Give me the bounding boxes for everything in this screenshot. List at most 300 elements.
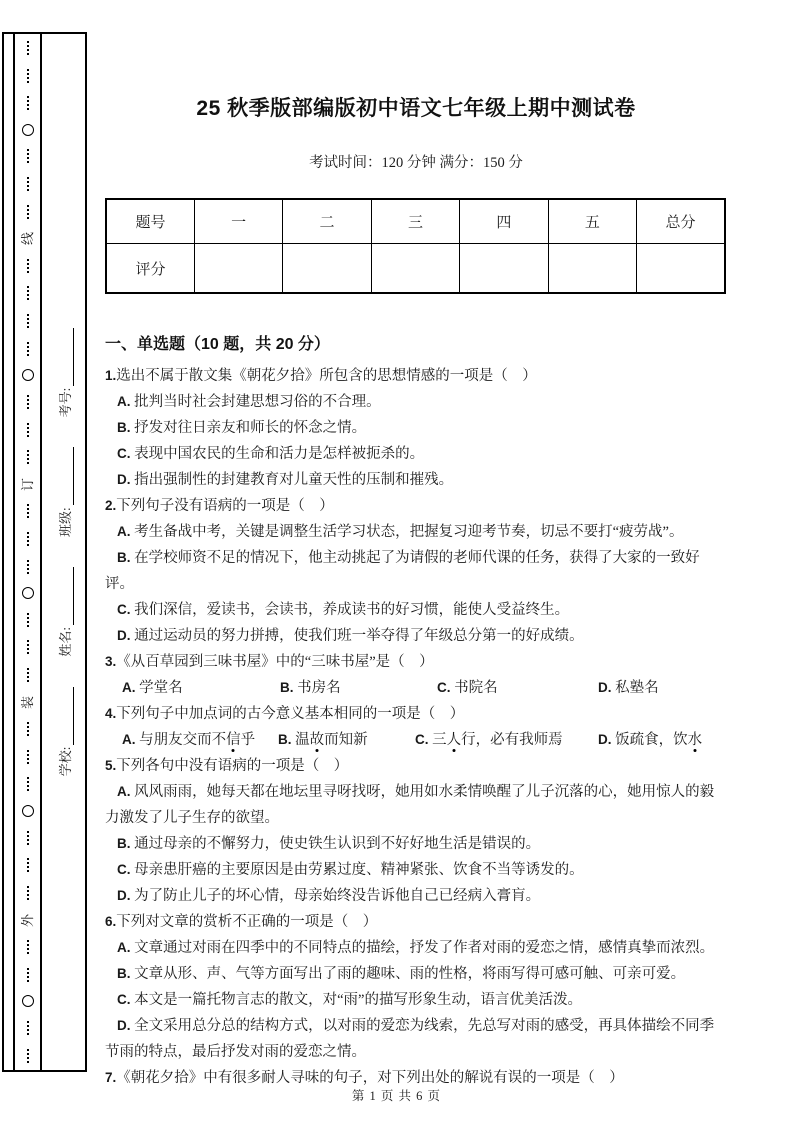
question-options bbox=[105, 389, 727, 493]
binding-circle-icon bbox=[22, 369, 34, 381]
binding-dot bbox=[27, 314, 29, 316]
binding-dot bbox=[27, 96, 29, 98]
option bbox=[122, 727, 278, 753]
option bbox=[105, 883, 727, 909]
student-info-fields bbox=[42, 35, 87, 1069]
question-options bbox=[105, 779, 727, 909]
binding-dots bbox=[27, 41, 29, 55]
binding-dot bbox=[27, 839, 29, 841]
score-table-header-cell: 二 bbox=[283, 199, 371, 244]
binding-dot bbox=[27, 454, 29, 456]
option-text: 学堂名 bbox=[139, 680, 183, 696]
binding-dot bbox=[27, 762, 29, 764]
option bbox=[105, 1013, 727, 1065]
question-stem bbox=[105, 701, 727, 727]
binding-dots bbox=[27, 777, 29, 791]
option-label: C. bbox=[117, 602, 131, 617]
binding-dot bbox=[27, 734, 29, 736]
binding-dot bbox=[27, 781, 29, 783]
option-label: C. bbox=[437, 680, 451, 695]
option bbox=[122, 675, 280, 701]
option-text: 表现中国农民的生命和活力是怎样被扼杀的。 bbox=[134, 446, 425, 462]
binding-dot bbox=[27, 1025, 29, 1027]
binding-dot bbox=[27, 886, 29, 888]
binding-dot bbox=[27, 730, 29, 732]
option-label: B. bbox=[280, 680, 294, 695]
binding-dot bbox=[27, 536, 29, 538]
question-options bbox=[105, 519, 727, 649]
binding-dot bbox=[27, 427, 29, 429]
binding-dot bbox=[27, 149, 29, 151]
question-stem-text: 《朝花夕拾》中有很多耐人寻味的句子，对下列出处的解说有误的一项是（ ） bbox=[116, 1070, 624, 1086]
binding-dot bbox=[27, 726, 29, 728]
binding-dot bbox=[27, 617, 29, 619]
binding-dots bbox=[27, 177, 29, 191]
binding-dot bbox=[27, 346, 29, 348]
option bbox=[105, 831, 727, 857]
binding-dot bbox=[27, 81, 29, 83]
binding-dot bbox=[27, 894, 29, 896]
option-text: 文章从形、声、气等方面写出了雨的趣味、雨的性格，将雨写得可感可触、可亲可爱。 bbox=[134, 966, 686, 982]
question-stem bbox=[105, 753, 727, 779]
binding-dot bbox=[27, 350, 29, 352]
option-label: C. bbox=[117, 446, 131, 461]
option bbox=[105, 389, 727, 415]
question-stem bbox=[105, 649, 727, 675]
binding-dot bbox=[27, 564, 29, 566]
binding-dot bbox=[27, 754, 29, 756]
binding-dot bbox=[27, 217, 29, 219]
binding-char: 订 bbox=[19, 477, 35, 491]
binding-dot bbox=[27, 298, 29, 300]
option-text: 书房名 bbox=[297, 680, 341, 696]
binding-dot bbox=[27, 1029, 29, 1031]
option-label: D. bbox=[598, 680, 612, 695]
binding-dots bbox=[27, 722, 29, 736]
option bbox=[598, 675, 727, 701]
binding-dot bbox=[27, 354, 29, 356]
question-stem-text: 选出不属于散文集《朝花夕拾》所包含的思想情感的一项是（ ） bbox=[116, 368, 537, 384]
emphasis-dot-char: 人 bbox=[446, 732, 462, 748]
binding-dot bbox=[27, 652, 29, 654]
binding-dots bbox=[27, 96, 29, 110]
page-title: 25 秋季版部编版初中语文七年级上期中测试卷 bbox=[196, 97, 636, 120]
binding-dot bbox=[27, 41, 29, 43]
question bbox=[105, 493, 727, 649]
score-table-header-cell: 三 bbox=[371, 199, 459, 244]
binding-dot bbox=[27, 1057, 29, 1059]
binding-dot bbox=[27, 948, 29, 950]
question-stem-text: 下列各句中没有语病的一项是（ ） bbox=[116, 758, 349, 774]
option-label: B. bbox=[117, 420, 131, 435]
option bbox=[105, 597, 727, 623]
binding-dot bbox=[27, 108, 29, 110]
binding-dot bbox=[27, 516, 29, 518]
binding-dot bbox=[27, 53, 29, 55]
binding-dot bbox=[27, 181, 29, 183]
binding-dot bbox=[27, 625, 29, 627]
option-label: A. bbox=[117, 784, 131, 799]
binding-dots bbox=[27, 668, 29, 682]
option-label: D. bbox=[117, 472, 131, 487]
student-field-blank bbox=[58, 687, 74, 745]
option bbox=[105, 441, 727, 467]
option-label: B. bbox=[117, 966, 131, 981]
option bbox=[105, 519, 727, 545]
binding-dot bbox=[27, 568, 29, 570]
option bbox=[415, 727, 598, 753]
binding-dot bbox=[27, 785, 29, 787]
option-text: 在学校师资不足的情况下，他主动挑起了为请假的老师代课的任务，获得了大家的一致好评。 bbox=[105, 550, 700, 592]
binding-dots bbox=[27, 450, 29, 464]
score-table-header-cell: 题号 bbox=[106, 199, 194, 244]
question bbox=[105, 649, 727, 701]
binding-char: 线 bbox=[19, 232, 35, 246]
option bbox=[105, 961, 727, 987]
binding-dot bbox=[27, 862, 29, 864]
option-label: B. bbox=[278, 732, 292, 747]
option-label: D. bbox=[117, 888, 131, 903]
option-text: 抒发对往日亲友和师长的怀念之情。 bbox=[134, 420, 367, 436]
score-cell-empty bbox=[548, 244, 636, 294]
option-text: 与朋友交而不信乎 bbox=[139, 732, 256, 748]
binding-dot bbox=[27, 976, 29, 978]
binding-dot bbox=[27, 540, 29, 542]
option-text: 考生备战中考，关键是调整生活学习状态，把握复习迎考节奏，切忌不要打“疲劳战”。 bbox=[134, 524, 684, 540]
binding-dot bbox=[27, 157, 29, 159]
binding-dot bbox=[27, 648, 29, 650]
binding-circle-icon bbox=[22, 587, 34, 599]
question-stem bbox=[105, 363, 727, 389]
binding-dot bbox=[27, 544, 29, 546]
option-text: 通过运动员的努力拼搏，使我们班一举夺得了年级总分第一的好成绩。 bbox=[134, 628, 584, 644]
binding-circle-icon bbox=[22, 995, 34, 1007]
binding-dot bbox=[27, 613, 29, 615]
question-stem-text: 下列句子没有语病的一项是（ ） bbox=[116, 498, 334, 514]
binding-dot bbox=[27, 750, 29, 752]
option-text: 温故而知新 bbox=[295, 732, 368, 748]
option-label: C. bbox=[117, 862, 131, 877]
option-label: B. bbox=[117, 550, 131, 565]
score-cell-empty bbox=[283, 244, 371, 294]
option-label: C. bbox=[117, 992, 131, 1007]
page-footer: 第 1 页 共 6 页 bbox=[351, 1089, 442, 1103]
score-table bbox=[105, 198, 726, 294]
option-text: 为了防止儿子的坏心情，母亲始终没告诉他自己已经病入膏肓。 bbox=[134, 888, 541, 904]
option bbox=[105, 623, 727, 649]
score-table-header-cell: 五 bbox=[548, 199, 636, 244]
binding-dot bbox=[27, 1061, 29, 1063]
question-number: 1. bbox=[105, 368, 117, 383]
binding-dots bbox=[27, 640, 29, 654]
student-field bbox=[55, 328, 74, 418]
binding-dot bbox=[27, 866, 29, 868]
binding-dots bbox=[27, 69, 29, 83]
binding-dot bbox=[27, 676, 29, 678]
binding-dot bbox=[27, 271, 29, 273]
binding-dots bbox=[27, 613, 29, 627]
option-label: D. bbox=[598, 732, 612, 747]
binding-dot bbox=[27, 177, 29, 179]
binding-dots bbox=[27, 205, 29, 219]
binding-dots bbox=[27, 532, 29, 546]
binding-dots bbox=[27, 314, 29, 328]
option-text: 本文是一篇托物言志的散文，对“雨”的描写形象生动，语言优美活泼。 bbox=[134, 992, 582, 1008]
binding-dot bbox=[27, 403, 29, 405]
binding-dots bbox=[27, 560, 29, 574]
question-stem-text: 下列句子中加点词的古今意义基本相同的一项是（ ） bbox=[116, 706, 465, 722]
binding-dot bbox=[27, 407, 29, 409]
question bbox=[105, 753, 727, 909]
binding-margin-box bbox=[2, 32, 87, 1072]
binding-dot bbox=[27, 77, 29, 79]
binding-dot bbox=[27, 843, 29, 845]
emphasis-dot-char: 故 bbox=[309, 732, 325, 748]
student-field-blank bbox=[58, 328, 74, 386]
binding-dots bbox=[27, 259, 29, 273]
question bbox=[105, 363, 727, 493]
option-text: 通过母亲的不懈努力，使史铁生认识到不好好地生活是错误的。 bbox=[134, 836, 541, 852]
student-field-label: 学校: bbox=[58, 746, 73, 777]
binding-dots bbox=[27, 831, 29, 845]
binding-dot bbox=[27, 450, 29, 452]
binding-dot bbox=[27, 789, 29, 791]
binding-char: 外 bbox=[19, 913, 35, 927]
question-stem bbox=[105, 909, 727, 935]
binding-dot bbox=[27, 504, 29, 506]
option-label: D. bbox=[117, 1018, 131, 1033]
option-text: 我们深信，爱读书，会读书，养成读书的好习惯，能使人受益终生。 bbox=[134, 602, 570, 618]
binding-dot bbox=[27, 45, 29, 47]
binding-dot bbox=[27, 1053, 29, 1055]
option-label: A. bbox=[122, 732, 136, 747]
binding-dot bbox=[27, 722, 29, 724]
binding-dots bbox=[27, 968, 29, 982]
binding-dot bbox=[27, 213, 29, 215]
binding-dot bbox=[27, 259, 29, 261]
option-text: 批判当时社会封建思想习俗的不合理。 bbox=[134, 394, 381, 410]
binding-dot bbox=[27, 1021, 29, 1023]
binding-dot bbox=[27, 508, 29, 510]
option bbox=[105, 987, 727, 1013]
binding-dot bbox=[27, 621, 29, 623]
binding-dot bbox=[27, 668, 29, 670]
student-field-label: 姓名: bbox=[58, 627, 73, 657]
question bbox=[105, 909, 727, 1065]
question-number: 3. bbox=[105, 654, 117, 669]
option-text: 文章通过对雨在四季中的不同特点的描绘，抒发了作者对雨的爱恋之情，感情真挚而浓烈。 bbox=[134, 940, 715, 956]
binding-strip bbox=[15, 41, 40, 1063]
binding-dot bbox=[27, 73, 29, 75]
question-options bbox=[105, 727, 727, 753]
binding-dot bbox=[27, 69, 29, 71]
option bbox=[598, 727, 727, 753]
exam-info: 考试时间：120 分钟 满分：150 分 bbox=[309, 155, 523, 171]
binding-dot bbox=[27, 512, 29, 514]
option bbox=[105, 467, 727, 493]
binding-dots bbox=[27, 858, 29, 872]
binding-dot bbox=[27, 267, 29, 269]
binding-dot bbox=[27, 831, 29, 833]
binding-dot bbox=[27, 898, 29, 900]
binding-dot bbox=[27, 161, 29, 163]
binding-dot bbox=[27, 49, 29, 51]
score-table-header-row bbox=[106, 199, 725, 244]
binding-dot bbox=[27, 290, 29, 292]
binding-dot bbox=[27, 758, 29, 760]
binding-dot bbox=[27, 560, 29, 562]
option-label: D. bbox=[117, 628, 131, 643]
option-text: 指出强制性的封建教育对儿童天性的压制和摧残。 bbox=[134, 472, 454, 488]
question-options bbox=[105, 675, 727, 701]
binding-dot bbox=[27, 968, 29, 970]
score-cell-empty bbox=[371, 244, 459, 294]
option-text: 书院名 bbox=[454, 680, 498, 696]
option-text: 风风雨雨，她每天都在地坛里寻呀找呀，她用如水柔情唤醒了儿子沉落的心，她用惊人的毅力激发了儿子生存的欲望。 bbox=[105, 784, 715, 826]
option-label: A. bbox=[122, 680, 136, 695]
student-field-label: 班级: bbox=[58, 507, 73, 537]
score-table-score-row bbox=[106, 244, 725, 294]
binding-dot bbox=[27, 399, 29, 401]
score-cell-empty bbox=[460, 244, 548, 294]
binding-dot bbox=[27, 858, 29, 860]
option bbox=[105, 857, 727, 883]
question-number: 7. bbox=[105, 1070, 117, 1085]
binding-dots bbox=[27, 342, 29, 356]
option bbox=[105, 545, 727, 597]
score-table-header-cell: 总分 bbox=[637, 199, 725, 244]
student-field bbox=[55, 447, 74, 537]
binding-dot bbox=[27, 286, 29, 288]
binding-dots bbox=[27, 286, 29, 300]
binding-dot bbox=[27, 435, 29, 437]
binding-dot bbox=[27, 185, 29, 187]
binding-dot bbox=[27, 640, 29, 642]
option-text: 全文采用总分总的结构方式，以对雨的爱恋为线索，先总写对雨的感受，再具体描绘不同季节雨的特点，最后抒发对雨的爱恋之情。 bbox=[105, 1018, 715, 1060]
binding-dots bbox=[27, 1021, 29, 1035]
option-label: A. bbox=[117, 524, 131, 539]
binding-char: 装 bbox=[19, 695, 35, 709]
question-stem-text: 下列对文章的赏析不正确的一项是（ ） bbox=[116, 914, 378, 930]
binding-dot bbox=[27, 572, 29, 574]
binding-dots bbox=[27, 423, 29, 437]
question-stem bbox=[105, 493, 727, 519]
student-field-blank bbox=[58, 567, 74, 625]
binding-dot bbox=[27, 870, 29, 872]
binding-dot bbox=[27, 972, 29, 974]
emphasis-dot-char: 信 bbox=[226, 732, 241, 748]
binding-dot bbox=[27, 153, 29, 155]
binding-dots bbox=[27, 504, 29, 518]
option-label: C. bbox=[415, 732, 429, 747]
binding-dot bbox=[27, 318, 29, 320]
binding-dot bbox=[27, 1033, 29, 1035]
binding-dot bbox=[27, 1049, 29, 1051]
binding-dot bbox=[27, 980, 29, 982]
binding-dot bbox=[27, 395, 29, 397]
binding-circle-icon bbox=[22, 805, 34, 817]
option-text: 三人行，必有我师焉 bbox=[432, 732, 563, 748]
option bbox=[437, 675, 598, 701]
question-stem-text: 《从百草园到三味书屋》中的“三味书屋”是（ ） bbox=[116, 654, 434, 670]
question-options bbox=[105, 935, 727, 1065]
option-label: A. bbox=[117, 940, 131, 955]
binding-circle-icon bbox=[22, 124, 34, 136]
binding-dot bbox=[27, 205, 29, 207]
question bbox=[105, 701, 727, 753]
binding-dot bbox=[27, 532, 29, 534]
binding-dot bbox=[27, 326, 29, 328]
binding-dot bbox=[27, 680, 29, 682]
option bbox=[105, 415, 727, 441]
score-cell-empty bbox=[637, 244, 725, 294]
binding-dot bbox=[27, 423, 29, 425]
option-text: 饭疏食，饮水 bbox=[615, 732, 703, 748]
question-number: 4. bbox=[105, 706, 117, 721]
binding-dot bbox=[27, 209, 29, 211]
binding-dot bbox=[27, 777, 29, 779]
binding-dot bbox=[27, 104, 29, 106]
student-field bbox=[55, 567, 74, 657]
binding-dot bbox=[27, 944, 29, 946]
binding-dot bbox=[27, 263, 29, 265]
option bbox=[278, 727, 415, 753]
student-field-blank bbox=[58, 447, 74, 505]
exam-content bbox=[105, 0, 727, 1091]
question-list bbox=[105, 363, 727, 1091]
emphasis-dot-char: 水 bbox=[687, 732, 703, 748]
binding-dot bbox=[27, 322, 29, 324]
binding-dot bbox=[27, 462, 29, 464]
option-label: B. bbox=[117, 836, 131, 851]
option bbox=[105, 935, 727, 961]
binding-dots bbox=[27, 1049, 29, 1063]
binding-dot bbox=[27, 458, 29, 460]
binding-dots bbox=[27, 149, 29, 163]
student-field-label: 考号: bbox=[58, 387, 73, 418]
binding-dot bbox=[27, 189, 29, 191]
question-number: 6. bbox=[105, 914, 117, 929]
binding-dot bbox=[27, 672, 29, 674]
binding-dot bbox=[27, 342, 29, 344]
binding-dot bbox=[27, 835, 29, 837]
binding-dots bbox=[27, 940, 29, 954]
option-text: 母亲患肝癌的主要原因是由劳累过度、精神紧张、饮食不当等诱发的。 bbox=[134, 862, 584, 878]
option-label: A. bbox=[117, 394, 131, 409]
option-text: 私塾名 bbox=[615, 680, 659, 696]
student-field bbox=[55, 687, 74, 777]
binding-dot bbox=[27, 431, 29, 433]
binding-dot bbox=[27, 890, 29, 892]
score-row-label: 评分 bbox=[106, 244, 194, 294]
question-number: 2. bbox=[105, 498, 117, 513]
binding-dots bbox=[27, 886, 29, 900]
binding-dot bbox=[27, 294, 29, 296]
binding-dot bbox=[27, 100, 29, 102]
binding-dots bbox=[27, 750, 29, 764]
score-table-header-cell: 一 bbox=[194, 199, 282, 244]
binding-dot bbox=[27, 644, 29, 646]
option bbox=[105, 779, 727, 831]
binding-dots bbox=[27, 395, 29, 409]
section-heading: 一、单选题（10 题，共 20 分） bbox=[105, 336, 330, 353]
score-cell-empty bbox=[194, 244, 282, 294]
binding-dot bbox=[27, 940, 29, 942]
student-info-column bbox=[42, 35, 87, 1069]
binding-dot bbox=[27, 952, 29, 954]
score-table-header-cell: 四 bbox=[460, 199, 548, 244]
question-number: 5. bbox=[105, 758, 117, 773]
